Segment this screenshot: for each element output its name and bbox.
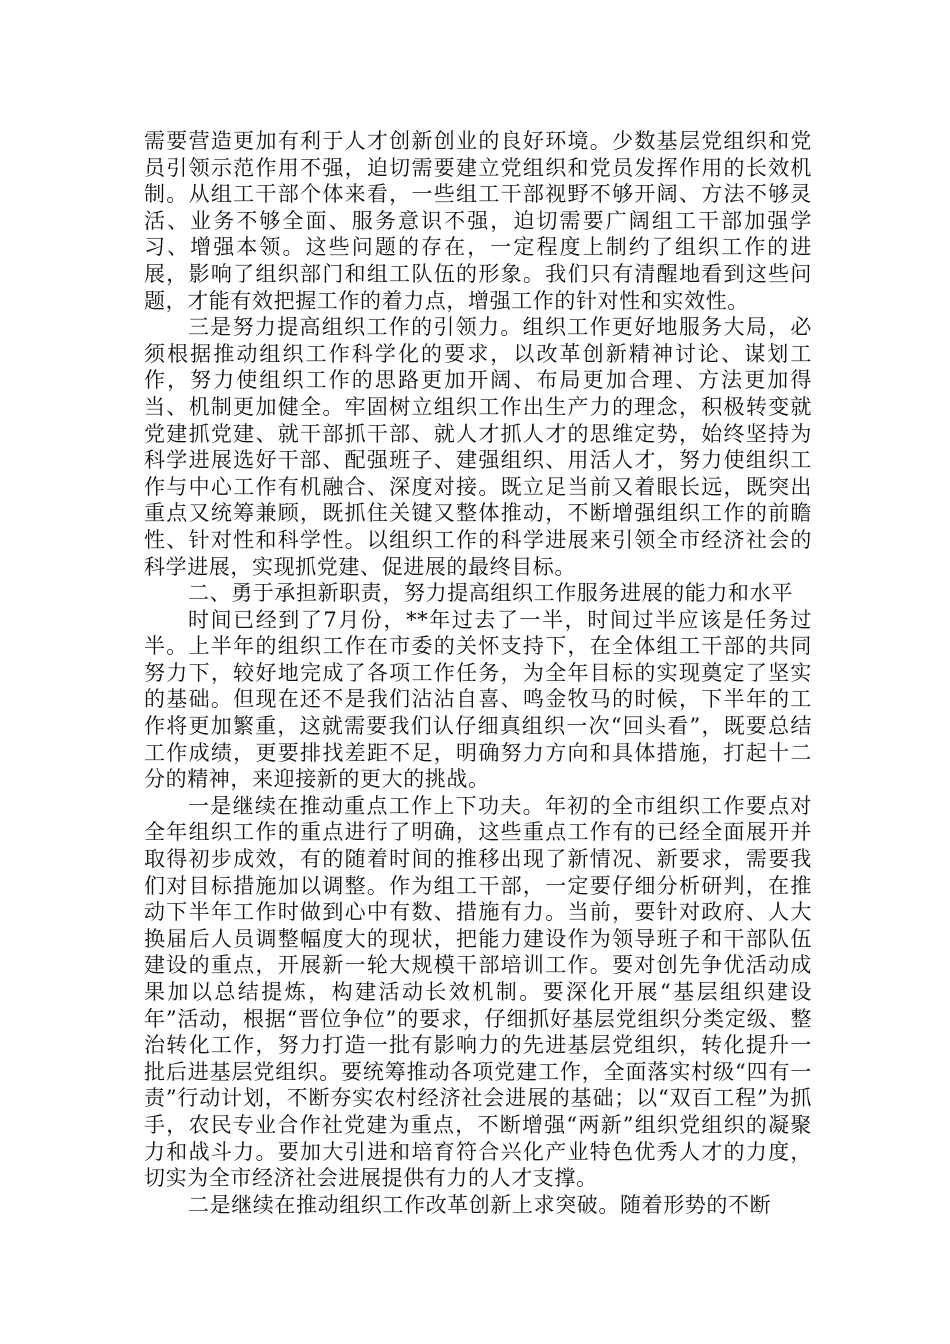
paragraph-3: 时间已经到了7月份，**年过去了一半，时间过半应该是任务过半。上半年的组织工作在市委的关怀支持下，在全体组工干部的共同努力下，较好地完成了各项工作任务，为全年目标的实现奠定了坚实的基础。但现在还不是我们沾沾自喜、鸣金牧马的时候，下半年的工作将更加繁重，这就需要我们认仔细真组织一次“回头看”，既要总结工作成绩，更要排找差距不足，明确努力方向和具体措施，打起十二分的精神，来迎接新的更大的挑战。	[144, 607, 812, 792]
document-body	[144, 128, 812, 1218]
paragraph-5: 二是继续在推动组织工作改革创新上求突破。随着形势的不断	[188, 1192, 772, 1217]
paragraph-2: 三是努力提高组织工作的引领力。组织工作更好地服务大局，必须根据推动组织工作科学化的要求，以改革创新精神讨论、谋划工作，努力使组织工作的思路更加开阔、布局更加合理、方法更加得当、机制更加健全。牢固树立组织工作出生产力的理念，积极转变就党建抓党建、就干部抓干部、就人才抓人才的思维定势，始终坚持为科学进展选好干部、配强班子、建强组织、用活人才，努力使组织工作与中心工作有机融合、深度对接。既立足当前又着眼长远，既突出重点又统筹兼顾，既抓住关键又整体推动，不断增强组织工作的前瞻性、针对性和科学性。以组织工作的科学进展来引领全市经济社会的科学进展，实现抓党建、促进展的最终目标。	[144, 315, 812, 579]
paragraph-1: 需要营造更加有利于人才创新创业的良好环境。少数基层党组织和党员引领示范作用不强，迫切需要建立党组织和党员发挥作用的长效机制。从组工干部个体来看，一些组工干部视野不够开阔、方法不够灵活、业务不够全面、服务意识不强，迫切需要广阔组工干部加强学习、增强本领。这些问题的存在，一定程度上制约了组织工作的进展，影响了组织部门和组工队伍的形象。我们只有清醒地看到这些问题，才能有效把握工作的着力点，增强工作的针对性和实效性。	[144, 129, 812, 313]
paragraph-4: 一是继续在推动重点工作上下功夫。年初的全市组织工作要点对全年组织工作的重点进行了明确，这些重点工作有的已经全面展开并取得初步成效，有的随着时间的推移出现了新情况、新要求，需要我们对目标措施加以调整。作为组工干部，一定要仔细分析研判，在推动下半年工作时做到心中有数、措施有力。当前，要针对政府、人大换届后人员调整幅度大的现状，把能力建设作为领导班子和干部队伍建设的重点，开展新一轮大规模干部培训工作。要对创先争优活动成果加以总结提炼，构建活动长效机制。要深化开展“基层组织建设年”活动，根据“晋位争位”的要求，仔细抓好基层党组织分类定级、整治转化工作，努力打造一批有影响力的先进基层党组织，转化提升一批后进基层党组织。要统筹推动各项党建工作，全面落实村级“四有一责”行动计划，不断夯实农村经济社会进展的基础；以“双百工程”为抓手，农民专业合作社党建为重点，不断增强“两新”组织党组织的凝聚力和战斗力。要加大引进和培育符合兴化产业特色优秀人才的力度，切实为全市经济社会进展提供有力的人才支撑。	[144, 793, 812, 1191]
section-heading: 二、勇于承担新职责，努力提高组织工作服务进展的能力和水平	[188, 581, 793, 606]
